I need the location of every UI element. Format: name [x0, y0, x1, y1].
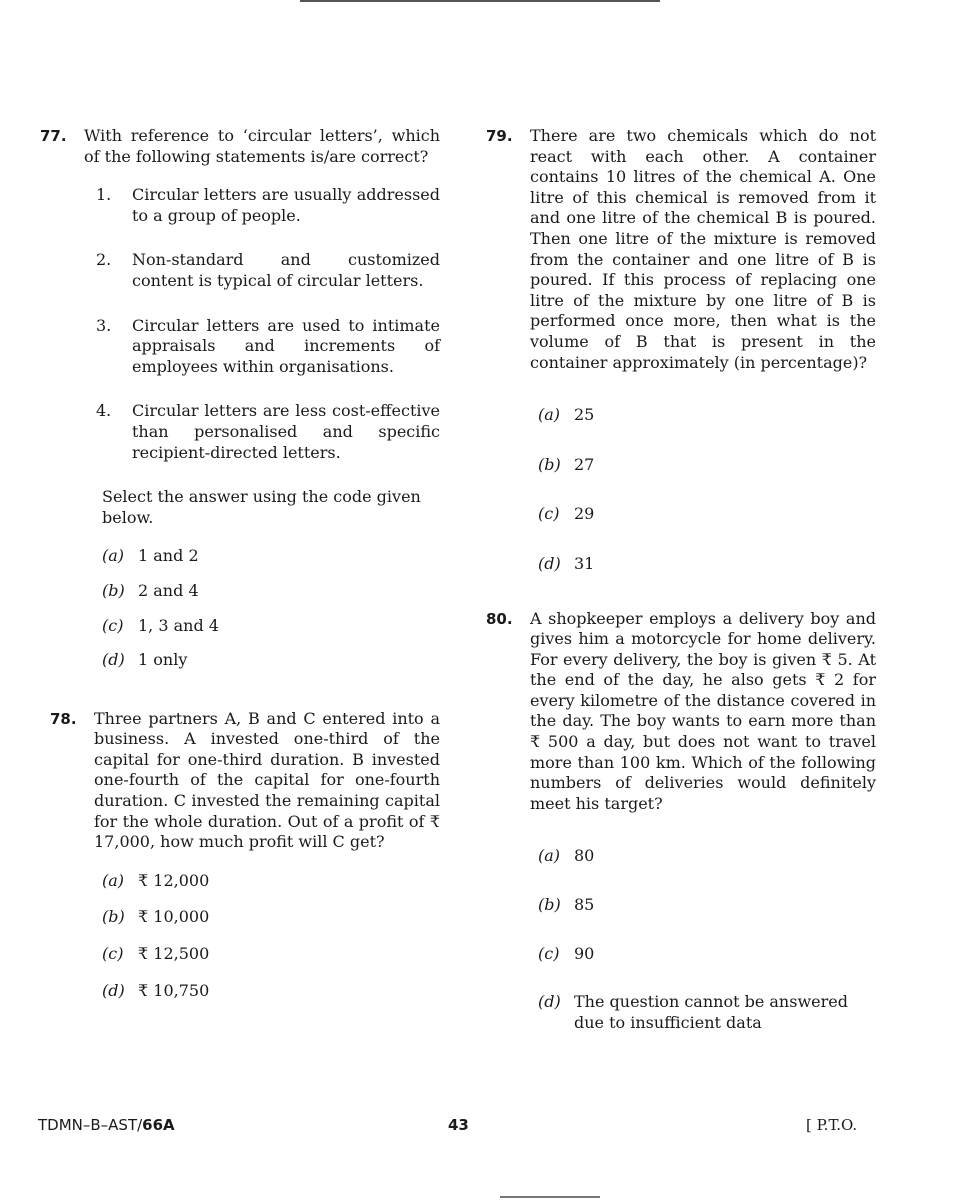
option-item[interactable]: [538, 554, 876, 575]
option-label: (b): [538, 454, 561, 474]
option-item[interactable]: [538, 455, 876, 476]
bottom-rule: [500, 1196, 600, 1198]
option-text: 2 and 4: [138, 580, 199, 600]
question-text: There are two chemicals which do not react with each other. A container contains 10 litres of the chemical A. One litre of this chemical is removed from it and one litre of the chemical B is poured. Then one litre of the mixture is removed from the container and one litre of B is poured. If this process of replacing one litre of the mixture by one litre of B is performed once more, then what is the volume of B that is present in the container approximately (in percentage)?: [530, 126, 876, 372]
question-number: 80.: [486, 609, 513, 628]
option-text: 1 and 2: [138, 546, 199, 566]
option-label: (c): [538, 943, 560, 963]
option-label: (a): [538, 846, 561, 866]
option-item[interactable]: [102, 871, 440, 892]
option-item[interactable]: [538, 992, 876, 1033]
option-list: [102, 871, 440, 1001]
page-number: 43: [448, 1116, 469, 1134]
option-item[interactable]: [102, 581, 440, 602]
option-text: 90: [574, 943, 595, 963]
option-item[interactable]: [538, 944, 876, 965]
question-number: 77.: [40, 127, 67, 145]
option-label: (d): [102, 980, 125, 1000]
question-number: 79.: [486, 127, 513, 145]
statement-item: [96, 316, 440, 378]
option-item[interactable]: [538, 405, 876, 426]
right-column: [486, 126, 876, 1033]
option-label: (c): [102, 944, 124, 964]
question-79: [486, 126, 876, 575]
option-text: 1 only: [138, 650, 188, 670]
paper-code: [38, 1116, 175, 1134]
pto-marker: [ P.T.O.: [806, 1116, 858, 1134]
option-item[interactable]: [102, 907, 440, 928]
option-item[interactable]: [538, 504, 876, 525]
option-label: (d): [102, 650, 125, 670]
question-78: [40, 709, 440, 1002]
option-item[interactable]: [538, 846, 876, 867]
option-text: 80: [574, 846, 595, 866]
option-text: 29: [574, 504, 595, 524]
option-text: 31: [574, 553, 595, 573]
option-text: 85: [574, 895, 595, 915]
option-list: [538, 846, 876, 1033]
option-text: ₹ 10,750: [138, 980, 210, 1000]
option-label: (b): [102, 907, 125, 927]
option-label: (c): [102, 615, 124, 635]
question-text: A shopkeeper employs a delivery boy and gives him a motorcycle for home delivery. For every delivery, the boy is given ₹ 5. At the end of the day, he also gets ₹ 2 for every kilometre of the distance covered in the day. The boy wants to earn more than ₹ 500 a day, but does not want to travel more than 100 km. Which of the following numbers of deliveries would definitely meet his target?: [530, 608, 876, 813]
left-column: [40, 126, 440, 1001]
question-80: [486, 609, 876, 1034]
option-label: (d): [538, 992, 561, 1012]
option-label: (a): [538, 405, 561, 425]
statement-number: 4.: [96, 401, 112, 421]
question-text: Three partners A, B and C entered into a business. A invested one-third of the capital for one-third duration. B invested one-fourth of the capital for one-fourth duration. C invested the remaining capital for the whole duration. Out of a profit of ₹ 17,000, how much profit will C get?: [94, 708, 440, 852]
option-label: (b): [102, 580, 125, 600]
paper-code-prefix: TDMN–B–AST/: [38, 1116, 143, 1134]
statement-text: Circular letters are less cost-effective than personalised and specific recipient-directed letters.: [132, 401, 440, 462]
option-label: (a): [102, 546, 125, 566]
option-text: ₹ 10,000: [138, 907, 210, 927]
statement-number: 1.: [96, 185, 112, 205]
option-item[interactable]: [102, 616, 440, 637]
option-text: The question cannot be answered due to insufficient data: [574, 992, 848, 1032]
paper-code-suffix: 66A: [142, 1116, 175, 1134]
option-list: [102, 546, 440, 670]
statement-item: [96, 185, 440, 226]
question-77: [40, 126, 440, 671]
statement-item: [96, 250, 440, 291]
option-text: ₹ 12,000: [138, 870, 210, 890]
option-label: (c): [538, 504, 560, 524]
option-item[interactable]: [102, 650, 440, 671]
statement-number: 3.: [96, 315, 112, 335]
option-text: 1, 3 and 4: [138, 615, 219, 635]
statement-list: [96, 185, 440, 463]
option-item[interactable]: [102, 546, 440, 567]
option-text: 27: [574, 454, 595, 474]
code-instruction: Select the answer using the code given below.: [102, 487, 421, 527]
option-text: ₹ 12,500: [138, 944, 210, 964]
option-text: 25: [574, 405, 595, 425]
question-text: With reference to ‘circular letters’, which of the following statements is/are correct?: [84, 126, 440, 166]
statement-number: 2.: [96, 250, 112, 270]
option-label: (a): [102, 870, 125, 890]
option-label: (b): [538, 895, 561, 915]
statement-text: Circular letters are used to intimate appraisals and increments of employees within organisations.: [132, 315, 440, 376]
option-item[interactable]: [538, 895, 876, 916]
option-item[interactable]: [102, 944, 440, 965]
option-item[interactable]: [102, 981, 440, 1002]
statement-text: Circular letters are usually addressed to a group of people.: [132, 185, 440, 225]
question-number: 78.: [50, 709, 77, 728]
option-label: (d): [538, 553, 561, 573]
statement-text: Non-standard and customized content is typical of circular letters.: [132, 250, 440, 290]
option-list: [538, 405, 876, 574]
top-rule: [300, 0, 660, 2]
statement-item: [96, 401, 440, 463]
